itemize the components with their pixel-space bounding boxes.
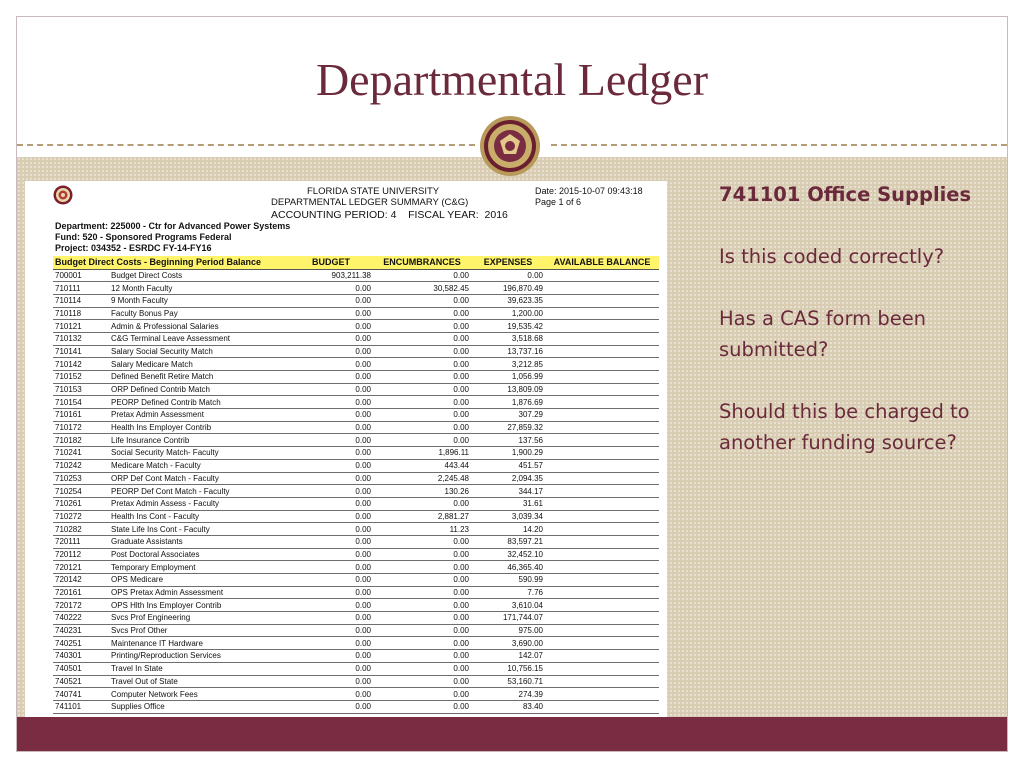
budget-value: 0.00 bbox=[289, 599, 373, 612]
account-description: ORP Def Cont Match - Faculty bbox=[109, 472, 289, 485]
expenses-value: 3,039.34 bbox=[471, 510, 545, 523]
account-code: 710154 bbox=[53, 396, 109, 409]
available-balance-value bbox=[545, 561, 659, 574]
available-balance-value bbox=[545, 599, 659, 612]
available-balance-value bbox=[545, 548, 659, 561]
expenses-value: 3,212.85 bbox=[471, 358, 545, 371]
budget-value: 0.00 bbox=[289, 320, 373, 333]
budget-value: 0.00 bbox=[289, 497, 373, 510]
available-balance-value bbox=[545, 434, 659, 447]
account-code: 720121 bbox=[53, 561, 109, 574]
account-code: 710241 bbox=[53, 447, 109, 460]
account-code: 741101 bbox=[53, 700, 109, 713]
budget-value: 0.00 bbox=[289, 459, 373, 472]
department-info bbox=[55, 221, 290, 254]
account-code: 740222 bbox=[53, 612, 109, 625]
encumbrances-value: 0.00 bbox=[373, 371, 471, 384]
account-description: PEORP Defined Contrib Match bbox=[109, 396, 289, 409]
account-code: 710142 bbox=[53, 358, 109, 371]
encumbrances-value: 0.00 bbox=[373, 637, 471, 650]
account-code: 740741 bbox=[53, 688, 109, 701]
expenses-value: 590.99 bbox=[471, 574, 545, 587]
ledger-table bbox=[53, 256, 659, 714]
budget-value: 0.00 bbox=[289, 612, 373, 625]
encumbrances-value: 11.23 bbox=[373, 523, 471, 536]
encumbrances-value: 0.00 bbox=[373, 421, 471, 434]
ledger-row bbox=[53, 510, 659, 523]
account-description: State Life Ins Cont - Faculty bbox=[109, 523, 289, 536]
account-description: Admin & Professional Salaries bbox=[109, 320, 289, 333]
expenses-value: 137.56 bbox=[471, 434, 545, 447]
report-page: Page 1 of 6 bbox=[535, 197, 582, 207]
budget-header: BUDGET bbox=[289, 256, 373, 269]
account-code: 710172 bbox=[53, 421, 109, 434]
budget-value: 0.00 bbox=[289, 409, 373, 422]
available-balance-value bbox=[545, 332, 659, 345]
encumbrances-value: 2,245.48 bbox=[373, 472, 471, 485]
available-balance-value bbox=[545, 358, 659, 371]
expenses-value: 1,056.99 bbox=[471, 371, 545, 384]
encumbrances-value: 130.26 bbox=[373, 485, 471, 498]
available-balance-value bbox=[545, 574, 659, 587]
expenses-value: 0.00 bbox=[471, 269, 545, 282]
account-description: OPS Medicare bbox=[109, 574, 289, 587]
ledger-row bbox=[53, 332, 659, 345]
slide-title: Departmental Ledger bbox=[315, 54, 709, 105]
ledger-row bbox=[53, 294, 659, 307]
report-date: Date: 2015-10-07 09:43:18 bbox=[535, 186, 643, 196]
budget-value: 0.00 bbox=[289, 650, 373, 663]
account-code: 740501 bbox=[53, 662, 109, 675]
ledger-row bbox=[53, 675, 659, 688]
ledger-row bbox=[53, 599, 659, 612]
ledger-row bbox=[53, 472, 659, 485]
encumbrances-value: 0.00 bbox=[373, 675, 471, 688]
budget-value: 0.00 bbox=[289, 383, 373, 396]
ledger-row bbox=[53, 624, 659, 637]
ledger-row bbox=[53, 650, 659, 663]
account-description: Travel In State bbox=[109, 662, 289, 675]
expenses-value: 83.40 bbox=[471, 700, 545, 713]
available-balance-value bbox=[545, 650, 659, 663]
budget-value: 0.00 bbox=[289, 447, 373, 460]
account-description: Salary Social Security Match bbox=[109, 345, 289, 358]
encumbrances-value: 0.00 bbox=[373, 332, 471, 345]
account-description: 12 Month Faculty bbox=[109, 282, 289, 295]
available-balance-value bbox=[545, 510, 659, 523]
expenses-value: 39,623.35 bbox=[471, 294, 545, 307]
expenses-value: 13,809.09 bbox=[471, 383, 545, 396]
account-code: 700001 bbox=[53, 269, 109, 282]
account-code: 710118 bbox=[53, 307, 109, 320]
dashed-divider-left bbox=[17, 144, 475, 146]
ledger-row bbox=[53, 548, 659, 561]
budget-value: 0.00 bbox=[289, 358, 373, 371]
account-description: Post Doctoral Associates bbox=[109, 548, 289, 561]
available-balance-value bbox=[545, 421, 659, 434]
available-balance-value bbox=[545, 320, 659, 333]
available-balance-value bbox=[545, 459, 659, 472]
encumbrances-value: 0.00 bbox=[373, 320, 471, 333]
ledger-row bbox=[53, 447, 659, 460]
expenses-value: 344.17 bbox=[471, 485, 545, 498]
expenses-value: 27,859.32 bbox=[471, 421, 545, 434]
budget-value: 0.00 bbox=[289, 421, 373, 434]
budget-value: 0.00 bbox=[289, 586, 373, 599]
account-description: Graduate Assistants bbox=[109, 535, 289, 548]
ledger-row bbox=[53, 688, 659, 701]
encumbrances-value: 0.00 bbox=[373, 535, 471, 548]
slide bbox=[16, 16, 1008, 752]
expenses-header: EXPENSES bbox=[471, 256, 545, 269]
ledger-row bbox=[53, 700, 659, 713]
account-description: Health Ins Employer Contrib bbox=[109, 421, 289, 434]
expenses-value: 2,094.35 bbox=[471, 472, 545, 485]
account-code: 740521 bbox=[53, 675, 109, 688]
ledger-row bbox=[53, 307, 659, 320]
university-seal-icon bbox=[53, 185, 73, 205]
account-description: C&G Terminal Leave Assessment bbox=[109, 332, 289, 345]
account-description: Svcs Prof Other bbox=[109, 624, 289, 637]
budget-value: 903,211.38 bbox=[289, 269, 373, 282]
encumbrances-value: 0.00 bbox=[373, 612, 471, 625]
budget-value: 0.00 bbox=[289, 662, 373, 675]
expenses-value: 451.57 bbox=[471, 459, 545, 472]
account-description: Svcs Prof Engineering bbox=[109, 612, 289, 625]
account-description: Social Security Match- Faculty bbox=[109, 447, 289, 460]
budget-value: 0.00 bbox=[289, 472, 373, 485]
account-code: 740251 bbox=[53, 637, 109, 650]
account-description: Health Ins Cont - Faculty bbox=[109, 510, 289, 523]
available-balance-value bbox=[545, 662, 659, 675]
encumbrances-value: 0.00 bbox=[373, 294, 471, 307]
account-code: 740301 bbox=[53, 650, 109, 663]
account-description: PEORP Def Cont Match - Faculty bbox=[109, 485, 289, 498]
account-code: 710253 bbox=[53, 472, 109, 485]
budget-value: 0.00 bbox=[289, 396, 373, 409]
budget-value: 0.00 bbox=[289, 548, 373, 561]
expenses-value: 1,200.00 bbox=[471, 307, 545, 320]
budget-value: 0.00 bbox=[289, 485, 373, 498]
report-header bbox=[271, 186, 508, 221]
available-balance-value bbox=[545, 485, 659, 498]
encumbrances-value: 0.00 bbox=[373, 409, 471, 422]
encumbrances-value: 0.00 bbox=[373, 650, 471, 663]
report-meta bbox=[535, 186, 643, 208]
ledger-header-row bbox=[53, 256, 659, 269]
available-balance-value bbox=[545, 535, 659, 548]
ledger-row bbox=[53, 358, 659, 371]
ledger-row bbox=[53, 662, 659, 675]
budget-value: 0.00 bbox=[289, 510, 373, 523]
account-description: Temporary Employment bbox=[109, 561, 289, 574]
account-description: Pretax Admin Assess - Faculty bbox=[109, 497, 289, 510]
ledger-row bbox=[53, 523, 659, 536]
account-code: 710141 bbox=[53, 345, 109, 358]
ledger-row bbox=[53, 282, 659, 295]
available-balance-value bbox=[545, 345, 659, 358]
encumbrances-value: 0.00 bbox=[373, 574, 471, 587]
ledger-row bbox=[53, 535, 659, 548]
department-line: Department: 225000 - Ctr for Advanced Power Systems bbox=[55, 221, 291, 231]
notes-question-2: Has a CAS form been submitted? bbox=[719, 307, 927, 361]
notes-panel bbox=[719, 179, 999, 489]
university-seal-emblem-icon bbox=[479, 115, 541, 177]
account-code: 710161 bbox=[53, 409, 109, 422]
encumbrances-header: ENCUMBRANCES bbox=[373, 256, 471, 269]
account-description: Defined Benefit Retire Match bbox=[109, 371, 289, 384]
budget-value: 0.00 bbox=[289, 282, 373, 295]
account-code: 710282 bbox=[53, 523, 109, 536]
budget-value: 0.00 bbox=[289, 561, 373, 574]
budget-value: 0.00 bbox=[289, 332, 373, 345]
expenses-value: 3,610.04 bbox=[471, 599, 545, 612]
available-balance-value bbox=[545, 637, 659, 650]
account-code: 720161 bbox=[53, 586, 109, 599]
available-balance-value bbox=[545, 383, 659, 396]
expenses-value: 46,365.40 bbox=[471, 561, 545, 574]
ledger-row bbox=[53, 383, 659, 396]
notes-heading: 741101 Office Supplies bbox=[719, 183, 972, 206]
ledger-row bbox=[53, 371, 659, 384]
expenses-value: 307.29 bbox=[471, 409, 545, 422]
encumbrances-value: 0.00 bbox=[373, 586, 471, 599]
encumbrances-value: 0.00 bbox=[373, 396, 471, 409]
budget-value: 0.00 bbox=[289, 523, 373, 536]
encumbrances-value: 1,896.11 bbox=[373, 447, 471, 460]
available-balance-value bbox=[545, 497, 659, 510]
ledger-row bbox=[53, 561, 659, 574]
budget-value: 0.00 bbox=[289, 294, 373, 307]
account-code: 710132 bbox=[53, 332, 109, 345]
account-code: 710121 bbox=[53, 320, 109, 333]
account-description: Pretax Admin Assessment bbox=[109, 409, 289, 422]
ledger-body bbox=[53, 269, 659, 713]
university-name: FLORIDA STATE UNIVERSITY bbox=[307, 186, 440, 197]
expenses-value: 14.20 bbox=[471, 523, 545, 536]
budget-value: 0.00 bbox=[289, 675, 373, 688]
notes-question-1: Is this coded correctly? bbox=[719, 245, 945, 268]
account-description: Travel Out of State bbox=[109, 675, 289, 688]
budget-value: 0.00 bbox=[289, 307, 373, 320]
expenses-value: 13,737.16 bbox=[471, 345, 545, 358]
expenses-value: 10,756.15 bbox=[471, 662, 545, 675]
dashed-divider-right bbox=[551, 144, 1007, 146]
encumbrances-value: 2,881.27 bbox=[373, 510, 471, 523]
account-description: OPS Hlth Ins Employer Contrib bbox=[109, 599, 289, 612]
budget-value: 0.00 bbox=[289, 574, 373, 587]
available-balance-value bbox=[545, 612, 659, 625]
expenses-value: 83,597.21 bbox=[471, 535, 545, 548]
account-description: Faculty Bonus Pay bbox=[109, 307, 289, 320]
account-description: Medicare Match - Faculty bbox=[109, 459, 289, 472]
ledger-row bbox=[53, 497, 659, 510]
ledger-row bbox=[53, 320, 659, 333]
account-code: 710272 bbox=[53, 510, 109, 523]
expenses-value: 3,518.68 bbox=[471, 332, 545, 345]
expenses-value: 196,870.49 bbox=[471, 282, 545, 295]
budget-value: 0.00 bbox=[289, 624, 373, 637]
ledger-row bbox=[53, 637, 659, 650]
expenses-value: 171,744.07 bbox=[471, 612, 545, 625]
account-description: Budget Direct Costs bbox=[109, 269, 289, 282]
section-header: Budget Direct Costs - Beginning Period Balance bbox=[53, 256, 289, 269]
available-balance-value bbox=[545, 472, 659, 485]
available-balance-header: AVAILABLE BALANCE bbox=[545, 256, 659, 269]
account-description: Computer Network Fees bbox=[109, 688, 289, 701]
ledger-row bbox=[53, 269, 659, 282]
footer-band bbox=[17, 717, 1007, 752]
encumbrances-value: 0.00 bbox=[373, 688, 471, 701]
account-code: 710254 bbox=[53, 485, 109, 498]
encumbrances-value: 0.00 bbox=[373, 548, 471, 561]
ledger-row bbox=[53, 421, 659, 434]
project-line: Project: 034352 - ESRDC FY-14-FY16 bbox=[55, 243, 212, 253]
encumbrances-value: 0.00 bbox=[373, 624, 471, 637]
ledger-row bbox=[53, 586, 659, 599]
expenses-value: 53,160.71 bbox=[471, 675, 545, 688]
ledger-row bbox=[53, 345, 659, 358]
account-description: Printing/Reproduction Services bbox=[109, 650, 289, 663]
encumbrances-value: 0.00 bbox=[373, 358, 471, 371]
expenses-value: 274.39 bbox=[471, 688, 545, 701]
available-balance-value bbox=[545, 586, 659, 599]
ledger-row bbox=[53, 574, 659, 587]
account-code: 710153 bbox=[53, 383, 109, 396]
expenses-value: 1,900.29 bbox=[471, 447, 545, 460]
budget-value: 0.00 bbox=[289, 371, 373, 384]
expenses-value: 975.00 bbox=[471, 624, 545, 637]
account-code: 720111 bbox=[53, 535, 109, 548]
available-balance-value bbox=[545, 447, 659, 460]
expenses-value: 1,876.69 bbox=[471, 396, 545, 409]
report-title: DEPARTMENTAL LEDGER SUMMARY (C&G) bbox=[271, 197, 469, 208]
account-description: 9 Month Faculty bbox=[109, 294, 289, 307]
available-balance-value bbox=[545, 523, 659, 536]
expenses-value: 3,690.00 bbox=[471, 637, 545, 650]
account-code: 710111 bbox=[53, 282, 109, 295]
available-balance-value bbox=[545, 294, 659, 307]
available-balance-value bbox=[545, 409, 659, 422]
ledger-row bbox=[53, 485, 659, 498]
encumbrances-value: 0.00 bbox=[373, 269, 471, 282]
encumbrances-value: 0.00 bbox=[373, 561, 471, 574]
notes-question-3: Should this be charged to another funding source? bbox=[719, 400, 970, 454]
fund-line: Fund: 520 - Sponsored Programs Federal bbox=[55, 232, 232, 242]
account-code: 720112 bbox=[53, 548, 109, 561]
encumbrances-value: 0.00 bbox=[373, 434, 471, 447]
account-description: Maintenance IT Hardware bbox=[109, 637, 289, 650]
encumbrances-value: 30,582.45 bbox=[373, 282, 471, 295]
available-balance-value bbox=[545, 675, 659, 688]
budget-value: 0.00 bbox=[289, 700, 373, 713]
account-description: ORP Defined Contrib Match bbox=[109, 383, 289, 396]
available-balance-value bbox=[545, 624, 659, 637]
account-code: 710114 bbox=[53, 294, 109, 307]
expenses-value: 31.61 bbox=[471, 497, 545, 510]
ledger-row bbox=[53, 612, 659, 625]
encumbrances-value: 443.44 bbox=[373, 459, 471, 472]
budget-value: 0.00 bbox=[289, 434, 373, 447]
expenses-value: 7.76 bbox=[471, 586, 545, 599]
ledger-row bbox=[53, 434, 659, 447]
expenses-value: 32,452.10 bbox=[471, 548, 545, 561]
account-description: Supplies Office bbox=[109, 700, 289, 713]
budget-value: 0.00 bbox=[289, 688, 373, 701]
available-balance-value bbox=[545, 269, 659, 282]
account-code: 740231 bbox=[53, 624, 109, 637]
encumbrances-value: 0.00 bbox=[373, 700, 471, 713]
available-balance-value bbox=[545, 396, 659, 409]
encumbrances-value: 0.00 bbox=[373, 345, 471, 358]
account-code: 710152 bbox=[53, 371, 109, 384]
available-balance-value bbox=[545, 307, 659, 320]
encumbrances-value: 0.00 bbox=[373, 307, 471, 320]
expenses-value: 142.07 bbox=[471, 650, 545, 663]
budget-value: 0.00 bbox=[289, 637, 373, 650]
encumbrances-value: 0.00 bbox=[373, 662, 471, 675]
available-balance-value bbox=[545, 371, 659, 384]
account-code: 720172 bbox=[53, 599, 109, 612]
account-code: 720142 bbox=[53, 574, 109, 587]
account-code: 710242 bbox=[53, 459, 109, 472]
ledger-row bbox=[53, 459, 659, 472]
budget-value: 0.00 bbox=[289, 345, 373, 358]
encumbrances-value: 0.00 bbox=[373, 497, 471, 510]
account-code: 710261 bbox=[53, 497, 109, 510]
available-balance-value bbox=[545, 688, 659, 701]
available-balance-value bbox=[545, 282, 659, 295]
accounting-period: ACCOUNTING PERIOD: 4 FISCAL YEAR: 2016 bbox=[271, 209, 508, 221]
encumbrances-value: 0.00 bbox=[373, 599, 471, 612]
ledger-report bbox=[25, 181, 667, 717]
account-code: 710182 bbox=[53, 434, 109, 447]
encumbrances-value: 0.00 bbox=[373, 383, 471, 396]
budget-value: 0.00 bbox=[289, 535, 373, 548]
account-description: Life Insurance Contrib bbox=[109, 434, 289, 447]
account-description: OPS Pretax Admin Assessment bbox=[109, 586, 289, 599]
account-description: Salary Medicare Match bbox=[109, 358, 289, 371]
available-balance-value bbox=[545, 700, 659, 713]
ledger-row bbox=[53, 409, 659, 422]
expenses-value: 19,535.42 bbox=[471, 320, 545, 333]
ledger-row bbox=[53, 396, 659, 409]
